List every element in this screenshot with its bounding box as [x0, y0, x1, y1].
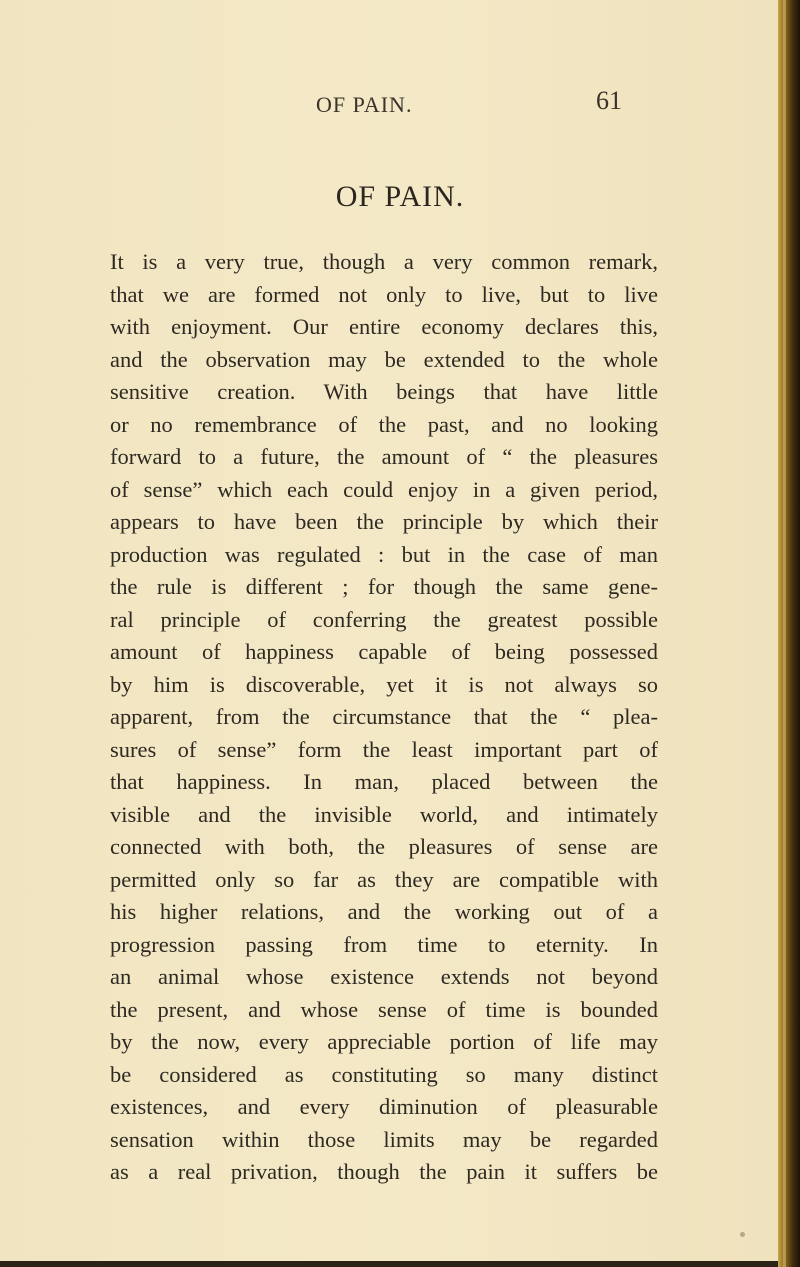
text-line: forward to a future, the amount of “ the pleasures — [110, 444, 658, 469]
text-line: with enjoyment. Our entire economy declares this, — [110, 314, 658, 339]
text-line: appears to have been the principle by which their — [110, 509, 658, 534]
paper-speck — [740, 1232, 745, 1237]
text-line: sensation within those limits may be regarded — [110, 1126, 658, 1152]
text-line: by him is discoverable, yet it is not always so — [110, 671, 658, 697]
book-gutter-edge — [778, 0, 800, 1267]
text-line: connected with both, the pleasures of sense are — [110, 834, 658, 859]
text-line: as a real privation, though the pain it suffers be — [110, 1159, 658, 1184]
text-line: permitted only so far as they are compatible with — [110, 866, 658, 892]
text-line: progression passing from time to eternity. In — [110, 931, 658, 957]
text-line: ral principle of conferring the greatest possible — [110, 606, 658, 632]
text-line: apparent, from the circumstance that the “ plea- — [110, 704, 658, 729]
body-text — [110, 246, 658, 1189]
text-line: amount of happiness capable of being possessed — [110, 639, 658, 664]
text-line: be considered as constituting so many distinct — [110, 1061, 658, 1087]
text-line: and the observation may be extended to the whole — [110, 346, 658, 372]
chapter-title-text: OF PAIN. — [335, 180, 465, 213]
text-line: existences, and every diminution of pleasurable — [110, 1094, 658, 1119]
page-number: 61 — [596, 86, 622, 115]
text-line: of sense” which each could enjoy in a given period, — [110, 476, 658, 502]
text-line: that happiness. In man, placed between the — [110, 769, 658, 794]
chapter-title — [0, 180, 800, 214]
gutter-highlight — [783, 0, 786, 1267]
text-line: that we are formed not only to live, but to live — [110, 281, 658, 307]
text-line: or no remembrance of the past, and no looking — [110, 411, 658, 437]
text-line: his higher relations, and the working out of a — [110, 899, 658, 924]
text-line: production was regulated : but in the case of man — [110, 541, 658, 567]
text-line: It is a very true, though a very common remark, — [110, 249, 658, 274]
text-line: by the now, every appreciable portion of life may — [110, 1029, 658, 1054]
text-line: visible and the invisible world, and intimately — [110, 801, 658, 827]
text-line: sensitive creation. With beings that have little — [110, 379, 658, 404]
text-line: the rule is different ; for though the same gene- — [110, 574, 658, 599]
text-line: an animal whose existence extends not beyond — [110, 964, 658, 989]
text-line: sures of sense” form the least important part of — [110, 736, 658, 762]
running-head: OF PAIN. — [316, 92, 413, 117]
text-line: the present, and whose sense of time is bounded — [110, 996, 658, 1022]
page-bottom-edge — [0, 1261, 778, 1267]
